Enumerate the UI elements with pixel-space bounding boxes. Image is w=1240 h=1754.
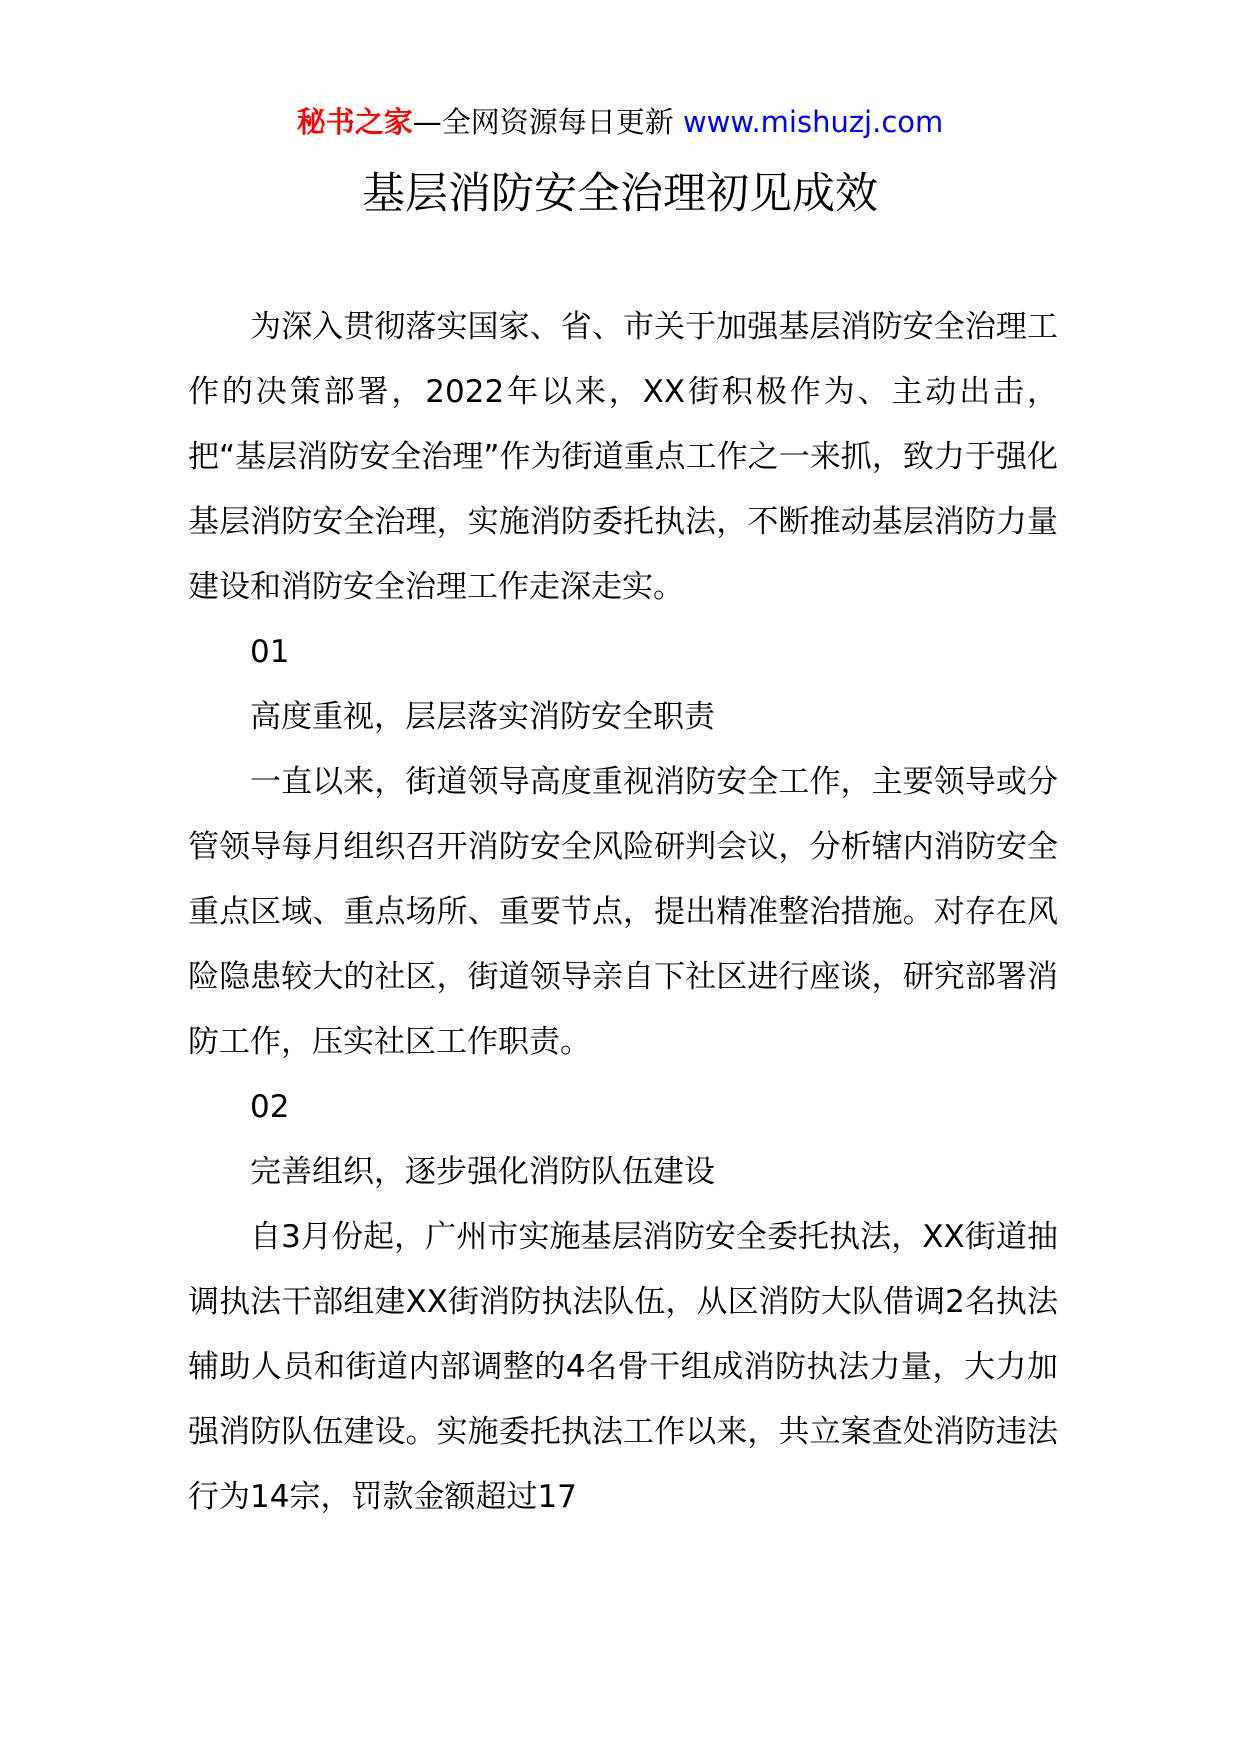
section-heading-2: 完善组织，逐步强化消防队伍建设 [250, 1154, 715, 1190]
site-url-link[interactable]: www.mishuzj.com [682, 105, 944, 139]
document-body [188, 295, 1058, 1530]
header-slogan: —全网资源每日更新 [412, 105, 683, 139]
section-number-01: 01 [250, 634, 290, 670]
document-title: 基层消防安全治理初见成效 [362, 169, 878, 219]
intro-paragraph: 为深入贯彻落实国家、省、市关于加强基层消防安全治理工作的决策部署，2022年以来，XX街积极作为、主动出击，把“基层消防安全治理”作为街道重点工作之一来抓，致力于强化基层消防安全治理，实施消防委托执法，不断推动基层消防力量建设和消防安全治理工作走深走实。 [188, 309, 1058, 605]
site-header [0, 100, 1240, 144]
brand-name: 秘书之家 [296, 105, 413, 139]
section-2-paragraph: 自3月份起，广州市实施基层消防安全委托执法，XX街道抽调执法干部组建XX街消防执法队伍，从区消防大队借调2名执法辅助人员和街道内部调整的4名骨干组成消防执法力量，大力加强消防队伍建设。实施委托执法工作以来，共立案查处消防违法行为14宗，罚款金额超过17 [188, 1219, 1058, 1515]
section-1-paragraph: 一直以来，街道领导高度重视消防安全工作，主要领导或分管领导每月组织召开消防安全风险研判会议，分析辖内消防安全重点区域、重点场所、重要节点，提出精准整治措施。对存在风险隐患较大的社区，街道领导亲自下社区进行座谈，研究部署消防工作，压实社区工作职责。 [188, 764, 1058, 1060]
section-number-02: 02 [250, 1089, 290, 1125]
section-heading-1: 高度重视，层层落实消防安全职责 [250, 699, 715, 735]
